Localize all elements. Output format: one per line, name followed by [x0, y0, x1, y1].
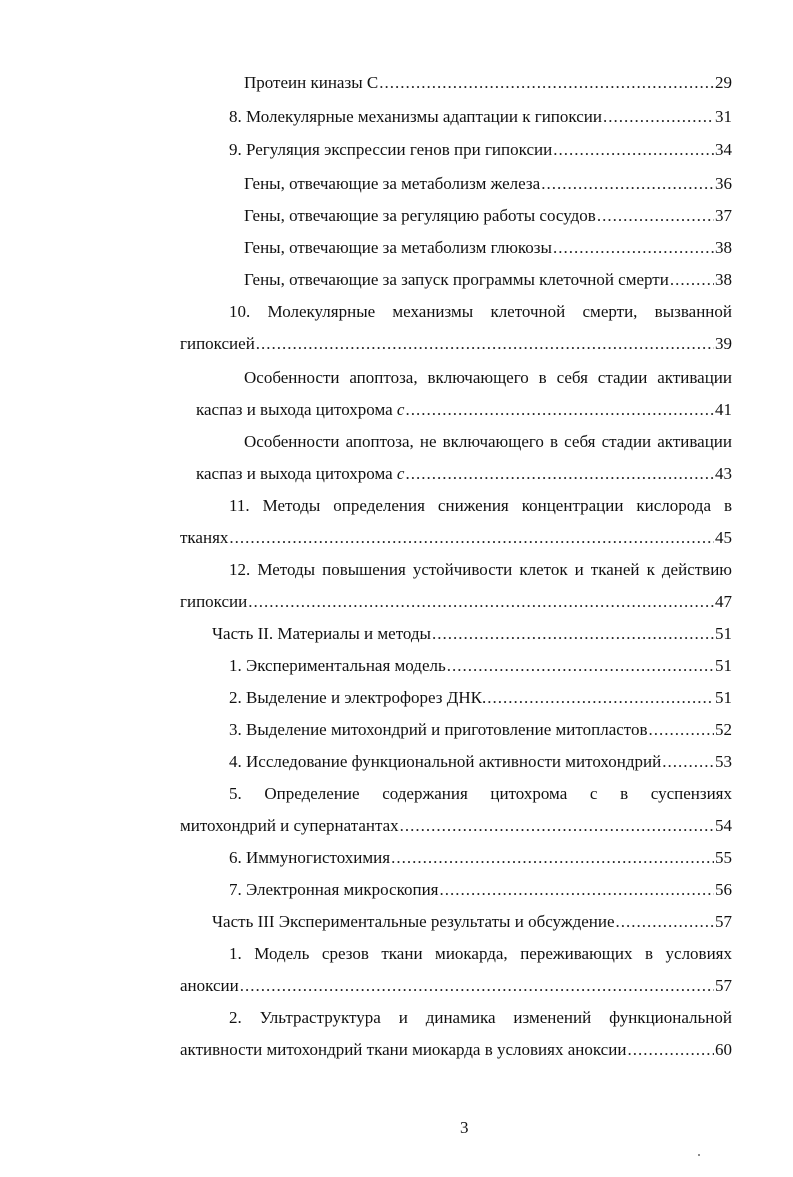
toc-entry — [212, 912, 732, 932]
toc-leader-dots — [240, 976, 714, 996]
toc-entry-title: 7. Электронная микроскопия — [229, 880, 439, 899]
toc-entry-title: 6. Иммуногистохимия — [229, 848, 391, 867]
toc-page-number: 38 — [715, 238, 732, 257]
toc-leader-dots — [603, 107, 714, 127]
toc-entry-title: гипоксией — [180, 334, 255, 353]
toc-page-number: 34 — [715, 140, 732, 159]
toc-leader-dots — [670, 270, 714, 290]
toc-leader-dots — [405, 400, 714, 420]
toc-entry — [196, 400, 732, 420]
toc-leader-dots — [553, 238, 714, 258]
toc-page-number: 55 — [715, 848, 732, 867]
toc-page-number: 43 — [715, 464, 732, 483]
toc-entry-title: 2. Выделение и электрофорез ДНК. — [229, 688, 487, 707]
toc-entry-line1: 5. Определение содержания цитохрома с в суспензиях — [229, 784, 732, 803]
toc-page-number: 47 — [715, 592, 732, 611]
toc-leader-dots — [432, 624, 714, 644]
toc-leader-dots — [597, 206, 714, 226]
toc-entry-title: Гены, отвечающие за метаболизм глюкозы — [244, 238, 552, 257]
toc-entry — [244, 206, 732, 226]
toc-entry — [180, 334, 732, 354]
toc-entry-line1: Особенности апоптоза, не включающего в себя стадии активации — [244, 432, 732, 451]
toc-page-number: 56 — [715, 880, 732, 899]
toc-leader-dots — [662, 752, 714, 772]
toc-page-number: 31 — [715, 107, 732, 126]
toc-entry-title: гипоксии — [180, 592, 248, 611]
toc-entry-title: Гены, отвечающие за метаболизм железа — [244, 174, 541, 193]
toc-leader-dots — [649, 720, 714, 740]
toc-entry-line1: 11. Методы определения снижения концентрации кислорода в — [229, 496, 732, 515]
toc-entry — [229, 140, 732, 160]
toc-entry — [229, 656, 732, 676]
toc-page-number: 53 — [715, 752, 732, 771]
toc-entry-title: тканях — [180, 528, 229, 547]
toc-entry-title: 4. Исследование функциональной активности митохондрий — [229, 752, 662, 771]
toc-page-number: 51 — [715, 688, 732, 707]
toc-page-number: 54 — [715, 816, 732, 835]
toc-entry-title: 8. Молекулярные механизмы адаптации к гипоксии — [229, 107, 602, 126]
toc-entry-title: каспаз и выхода цитохрома с — [196, 464, 405, 483]
scan-speck — [698, 1154, 700, 1156]
toc-entry — [180, 976, 732, 996]
toc-leader-dots — [487, 688, 714, 708]
toc-leader-dots — [553, 140, 714, 160]
toc-entry — [180, 1040, 732, 1060]
toc-leader-dots — [229, 528, 714, 548]
toc-entry — [244, 73, 732, 93]
toc-entry-title: Гены, отвечающие за запуск программы клеточной смерти — [244, 270, 669, 289]
toc-entry-title: Часть III Экспериментальные результаты и обсуждение — [212, 912, 615, 931]
toc-page-number: 60 — [715, 1040, 732, 1059]
toc-leader-dots — [256, 334, 714, 354]
toc-entry-line1: 10. Молекулярные механизмы клеточной смерти, вызванной — [229, 302, 732, 321]
toc-entry — [244, 238, 732, 258]
toc-page-number: 39 — [715, 334, 732, 353]
toc-leader-dots — [627, 1040, 714, 1060]
toc-leader-dots — [541, 174, 714, 194]
toc-entry-title: каспаз и выхода цитохрома с — [196, 400, 405, 419]
toc-entry-line1: 2. Ультраструктура и динамика изменений функциональной — [229, 1008, 732, 1027]
toc-leader-dots — [616, 912, 714, 932]
toc-entry — [229, 107, 732, 127]
toc-page-number: 51 — [715, 624, 732, 643]
toc-page-number: 37 — [715, 206, 732, 225]
toc-leader-dots — [391, 848, 714, 868]
toc-entry-title: Гены, отвечающие за регуляцию работы сосудов — [244, 206, 596, 225]
toc-entry — [180, 528, 732, 548]
toc-leader-dots — [400, 816, 714, 836]
toc-page-number: 45 — [715, 528, 732, 547]
toc-entry — [244, 174, 732, 194]
toc-leader-dots — [447, 656, 714, 676]
toc-entry — [196, 464, 732, 484]
toc-leader-dots — [405, 464, 714, 484]
toc-entry-title: 1. Экспериментальная модель — [229, 656, 446, 675]
toc-entry-title: 9. Регуляция экспрессии генов при гипоксии — [229, 140, 553, 159]
page-number: 3 — [460, 1118, 469, 1137]
toc-entry — [229, 880, 732, 900]
toc-entry-title: митохондрий и супернатантах — [180, 816, 399, 835]
toc-entry-title: активности митохондрий ткани миокарда в условиях аноксии — [180, 1040, 627, 1059]
toc-entry-title: Протеин киназы С — [244, 73, 379, 92]
toc-entry-line1: 12. Методы повышения устойчивости клеток и тканей к действию — [229, 560, 732, 579]
toc-page-number: 29 — [715, 73, 732, 92]
toc-page-number: 38 — [715, 270, 732, 289]
toc-entry-line1: 1. Модель срезов ткани миокарда, переживающих в условиях — [229, 944, 732, 963]
toc-entry — [229, 720, 732, 740]
toc-page-number: 52 — [715, 720, 732, 739]
toc-page-number: 36 — [715, 174, 732, 193]
toc-entry — [212, 624, 732, 644]
toc-leader-dots — [440, 880, 714, 900]
toc-entry — [229, 848, 732, 868]
toc-entry — [244, 270, 732, 290]
toc-entry — [180, 816, 732, 836]
toc-page-number: 41 — [715, 400, 732, 419]
toc-entry-title: Часть II. Материалы и методы — [212, 624, 431, 643]
toc-entry-title: аноксии — [180, 976, 239, 995]
toc-leader-dots — [248, 592, 714, 612]
toc-entry-title: 3. Выделение митохондрий и приготовление митопластов — [229, 720, 648, 739]
toc-entry — [229, 688, 732, 708]
toc-entry-line1: Особенности апоптоза, включающего в себя стадии активации — [244, 368, 732, 387]
toc-entry — [180, 592, 732, 612]
toc-page-number: 51 — [715, 656, 732, 675]
toc-page-number: 57 — [715, 912, 732, 931]
toc-page-number: 57 — [715, 976, 732, 995]
toc-leader-dots — [379, 73, 714, 93]
toc-entry — [229, 752, 732, 772]
